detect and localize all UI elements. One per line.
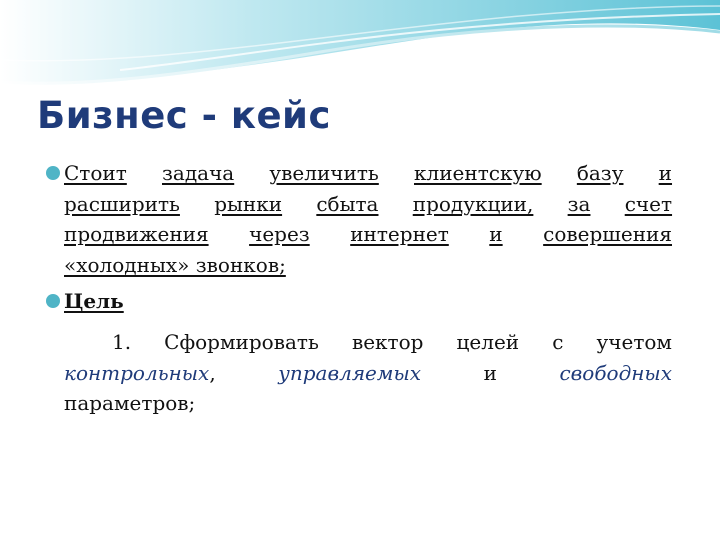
word: счет [624, 191, 673, 216]
bullet-paragraph-1 [64, 158, 672, 280]
bullet1-line1 [64, 158, 672, 189]
word: совершения [543, 222, 672, 246]
item1-line2 [64, 358, 672, 389]
bullet-paragraph-2 [64, 286, 672, 317]
bullet1-line2 [64, 189, 672, 220]
word: клиентскую [414, 161, 542, 185]
comma: , [209, 360, 216, 385]
numbered-item-1 [64, 327, 672, 419]
item1-line3: параметров; [64, 391, 196, 415]
bullet1-line4: «холодных» звонков; [64, 252, 286, 277]
word: задача [162, 161, 235, 185]
term-free: свободных [559, 360, 673, 385]
word: Стоит [64, 161, 127, 185]
slide-title: Бизнес - кейс [37, 94, 331, 137]
word: увеличить [269, 161, 379, 185]
term-managed: управляемых [278, 360, 422, 385]
word: сбыта [316, 191, 379, 216]
bullet-dot-2 [46, 294, 60, 308]
word: рынки [214, 191, 283, 216]
item1-line1: 1. Сформировать вектор целей с учетом [112, 330, 672, 354]
header-wave-decoration [0, 0, 720, 90]
word: и [489, 222, 503, 246]
word: расширить [64, 191, 180, 216]
word: через [249, 222, 310, 246]
word: базу [576, 161, 624, 185]
bullet1-line3 [64, 219, 672, 250]
word: продукции, [412, 191, 534, 216]
word: продвижения [64, 222, 209, 246]
word: и [658, 161, 673, 185]
word: интернет [350, 222, 449, 246]
bullet-dot-1 [46, 166, 60, 180]
goal-label: Цель [64, 289, 124, 313]
term-controlled: контрольных [64, 360, 210, 385]
word: за [567, 191, 591, 216]
term-group [64, 361, 216, 385]
conjunction: и [483, 360, 497, 385]
